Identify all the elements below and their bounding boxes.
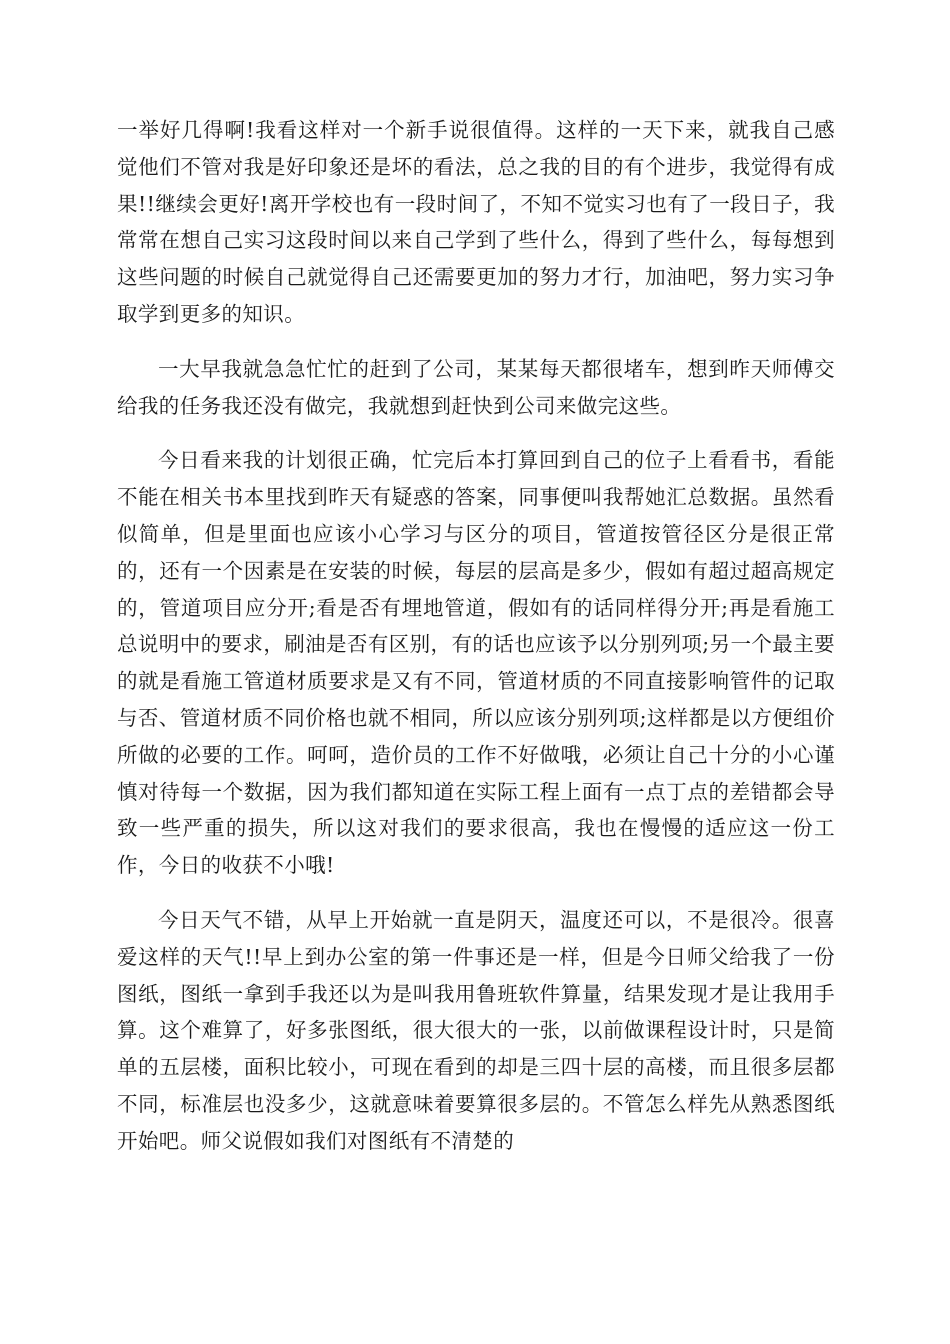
paragraph-4: 今日天气不错，从早上开始就一直是阴天，温度还可以，不是很冷。很喜爱这样的天气!!早上到办公室的第一件事还是一样，但是今日师父给我了一份图纸，图纸一拿到手我还以为是叫我用鲁班软件算量，结果发现才是让我用手算。这个难算了，好多张图纸，很大很大的一张，以前做课程设计时，只是简单的五层楼，面积比较小，可现在看到的却是三四十层的高楼，而且很多层都不同，标准层也没多少，这就意味着要算很多层的。不管怎么样先从熟悉图纸开始吧。师父说假如我们对图纸有不清楚的 xyxy=(117,907,835,1153)
paragraph-1: 一举好几得啊!我看这样对一个新手说很值得。这样的一天下来，就我自己感觉他们不管对我是好印象还是坏的看法，总之我的目的有个进步，我觉得有成果!!继续会更好!离开学校也有一段时间了，不知不觉实习也有了一段日子，我常常在想自己实习这段时间以来自己学到了些什么，得到了些什么，每每想到这些问题的时候自己就觉得自己还需要更加的努力才行，加油吧，努力实习争取学到更多的知识。 xyxy=(117,118,835,326)
paragraph-2: 一大早我就急急忙忙的赶到了公司，某某每天都很堵车，想到昨天师傅交给我的任务我还没有做完，我就想到赶快到公司来做完这些。 xyxy=(117,356,835,418)
document-body xyxy=(117,112,835,1178)
paragraph-3: 今日看来我的计划很正确，忙完后本打算回到自己的位子上看看书，看能不能在相关书本里找到昨天有疑惑的答案，同事便叫我帮她汇总数据。虽然看似简单，但是里面也应该小心学习与区分的项目，管道按管径区分是很正常的，还有一个因素是在安装的时候，每层的层高是多少，假如有超过超高规定的，管道项目应分开;看是否有埋地管道，假如有的话同样得分开;再是看施工总说明中的要求，刷油是否有区别，有的话也应该予以分别列项;另一个最主要的就是看施工管道材质要求是又有不同，管道材质的不同直接影响管件的记取与否、管道材质不同价格也就不相同，所以应该分别列项;这样都是以方便组价所做的必要的工作。呵呵，造价员的工作不好做哦，必须让自己十分的小心谨慎对待每一个数据，因为我们都知道在实际工程上面有一点丁点的差错都会导致一些严重的损失，所以这对我们的要求很高，我也在慢慢的适应这一份工作，今日的收获不小哦! xyxy=(117,448,835,878)
